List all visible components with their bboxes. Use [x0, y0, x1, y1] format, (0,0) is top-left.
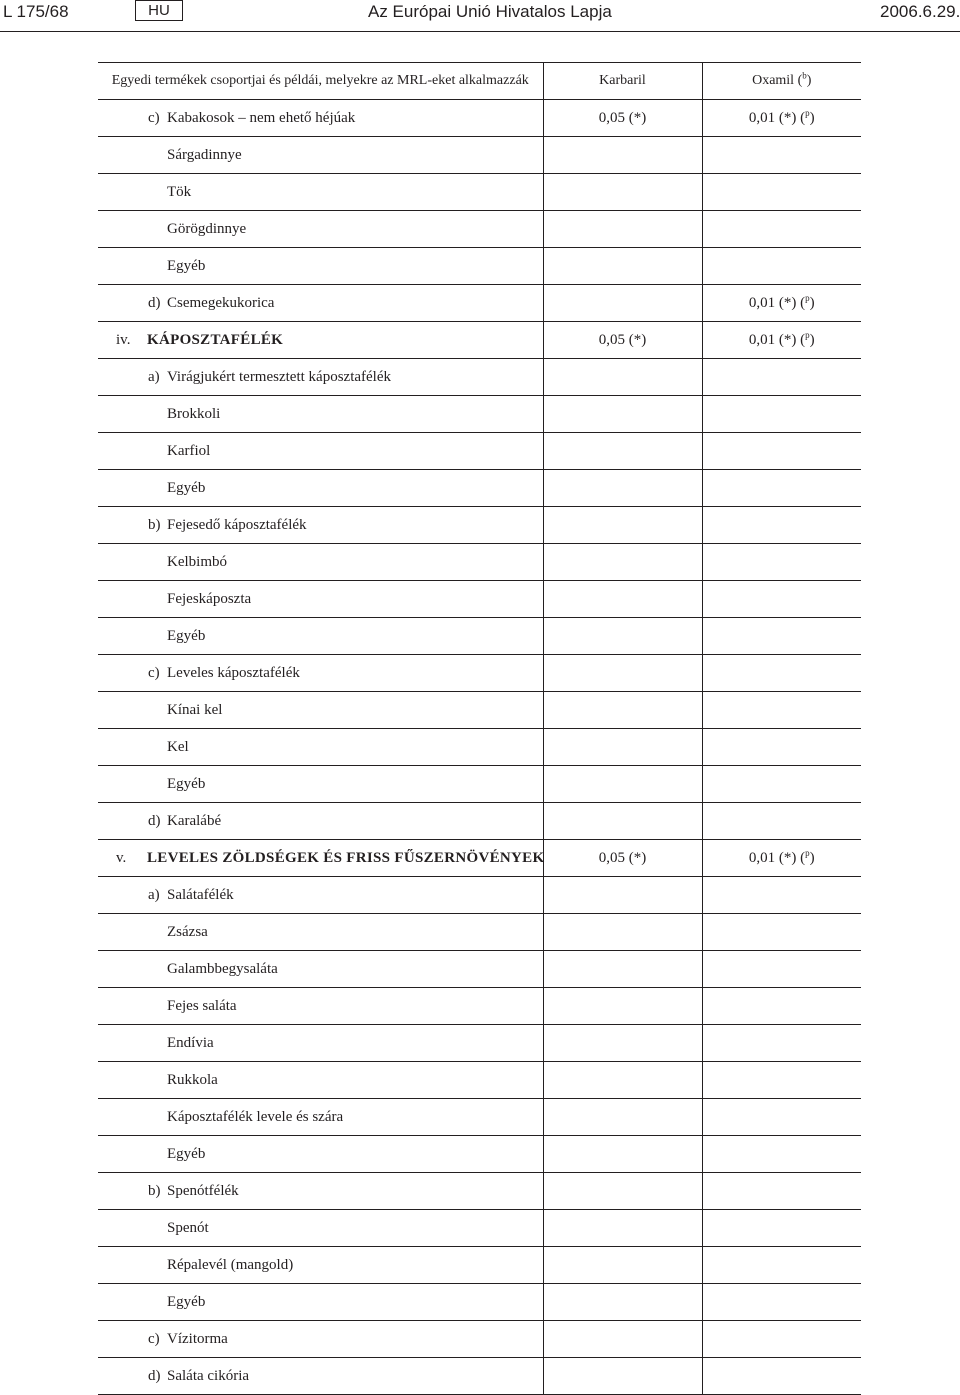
oxamil-value — [702, 507, 861, 544]
product-cell — [98, 359, 543, 396]
product-label: Spenót — [167, 1219, 209, 1236]
product-label: Kínai kel — [167, 701, 223, 718]
oxamil-value — [702, 1210, 861, 1247]
karbaril-value: 0,05 (*) — [543, 322, 702, 359]
oxamil-value-footnote: p — [805, 329, 810, 340]
product-cell — [98, 1321, 543, 1358]
table-row — [98, 507, 861, 544]
oxamil-value — [702, 1173, 861, 1210]
product-label: Rukkola — [167, 1071, 218, 1088]
product-cell — [98, 988, 543, 1025]
table-row — [98, 729, 861, 766]
karbaril-value — [543, 470, 702, 507]
karbaril-value — [543, 803, 702, 840]
page-header — [0, 0, 960, 32]
group-label: LEVELES ZÖLDSÉGEK ÉS FRISS FŰSZERNÖVÉNYEK — [147, 849, 545, 866]
product-label: Kel — [167, 738, 189, 755]
table-row — [98, 396, 861, 433]
karbaril-value — [543, 248, 702, 285]
oxamil-value — [702, 1136, 861, 1173]
subgroup-label: Vízitorma — [167, 1330, 228, 1347]
subgroup-letter: c) — [148, 664, 160, 681]
product-cell — [98, 766, 543, 803]
table-row — [98, 1173, 861, 1210]
subgroup-letter: a) — [148, 368, 160, 385]
oxamil-value — [702, 322, 861, 359]
table-row — [98, 470, 861, 507]
subgroup-letter: d) — [148, 812, 161, 829]
oxamil-value — [702, 1284, 861, 1321]
product-cell — [98, 285, 543, 322]
oxamil-value — [702, 877, 861, 914]
journal-title: Az Európai Unió Hivatalos Lapja — [368, 2, 612, 21]
table-row — [98, 840, 861, 877]
product-cell — [98, 1099, 543, 1136]
karbaril-value — [543, 1358, 702, 1395]
oxamil-value-end: ) — [809, 849, 815, 866]
product-label: Egyéb — [167, 257, 206, 274]
karbaril-value — [543, 211, 702, 248]
product-cell — [98, 803, 543, 840]
karbaril-value — [543, 1284, 702, 1321]
table-row — [98, 1284, 861, 1321]
oxamil-value — [702, 766, 861, 803]
table-row — [98, 137, 861, 174]
oxamil-value — [702, 248, 861, 285]
oxamil-header-footnote: b — [802, 70, 807, 81]
product-label: Sárgadinnye — [167, 146, 242, 163]
subgroup-letter: d) — [148, 1367, 161, 1384]
table-row — [98, 1358, 861, 1395]
oxamil-value — [702, 1321, 861, 1358]
table-row — [98, 1136, 861, 1173]
group-number: iv. — [116, 331, 131, 348]
karbaril-value — [543, 544, 702, 581]
oxamil-value-text: 0,01 (*) ( — [748, 849, 806, 866]
product-cell — [98, 544, 543, 581]
product-cell — [98, 1173, 543, 1210]
product-cell — [98, 174, 543, 211]
table-row — [98, 211, 861, 248]
product-cell — [98, 618, 543, 655]
karbaril-value — [543, 1210, 702, 1247]
product-cell — [98, 433, 543, 470]
subgroup-letter: b) — [148, 1182, 161, 1199]
oxamil-value — [702, 1025, 861, 1062]
product-label: Egyéb — [167, 775, 206, 792]
table-row — [98, 1025, 861, 1062]
product-cell — [98, 396, 543, 433]
karbaril-value — [543, 396, 702, 433]
karbaril-value — [543, 433, 702, 470]
product-label: Brokkoli — [167, 405, 221, 422]
oxamil-value — [702, 137, 861, 174]
oxamil-value — [702, 618, 861, 655]
product-cell — [98, 1358, 543, 1395]
subgroup-label: Karalábé — [167, 812, 222, 829]
oxamil-value-text: 0,01 (*) ( — [748, 331, 806, 348]
karbaril-value — [543, 692, 702, 729]
subgroup-letter: d) — [148, 294, 161, 311]
product-cell — [98, 322, 543, 359]
product-cell — [98, 840, 543, 877]
table-row — [98, 1321, 861, 1358]
oxamil-value — [702, 433, 861, 470]
subgroup-label: Salátafélék — [167, 886, 234, 903]
oxamil-value-text: 0,01 (*) ( — [748, 109, 806, 126]
product-cell — [98, 1247, 543, 1284]
column-header-karbaril: Karbaril — [543, 63, 702, 100]
product-label: Kelbimbó — [167, 553, 227, 570]
product-cell — [98, 470, 543, 507]
oxamil-value — [702, 211, 861, 248]
karbaril-value: 0,05 (*) — [543, 840, 702, 877]
product-label: Káposztafélék levele és szára — [167, 1108, 344, 1125]
subgroup-label: Kabakosok – nem ehető héjúak — [167, 109, 356, 126]
oxamil-header-text: Oxamil ( — [752, 73, 803, 88]
karbaril-value — [543, 1173, 702, 1210]
table-row — [98, 803, 861, 840]
language-badge: HU — [135, 0, 183, 21]
table-row — [98, 100, 861, 137]
table-row — [98, 618, 861, 655]
karbaril-value — [543, 988, 702, 1025]
product-cell — [98, 248, 543, 285]
table-row — [98, 692, 861, 729]
product-cell — [98, 1284, 543, 1321]
table-row — [98, 359, 861, 396]
karbaril-value — [543, 1321, 702, 1358]
karbaril-value — [543, 581, 702, 618]
oxamil-value — [702, 581, 861, 618]
karbaril-value — [543, 1136, 702, 1173]
product-label: Egyéb — [167, 627, 206, 644]
karbaril-value: 0,05 (*) — [543, 100, 702, 137]
column-header-products: Egyedi termékek csoportjai és példái, melyekre az MRL-eket alkalmazzák — [98, 63, 543, 100]
subgroup-label: Leveles káposztafélék — [167, 664, 300, 681]
product-cell — [98, 137, 543, 174]
karbaril-value — [543, 618, 702, 655]
karbaril-value — [543, 951, 702, 988]
product-cell — [98, 1062, 543, 1099]
karbaril-value — [543, 877, 702, 914]
product-cell — [98, 100, 543, 137]
karbaril-value — [543, 507, 702, 544]
table-row — [98, 988, 861, 1025]
karbaril-value — [543, 285, 702, 322]
oxamil-value-footnote: p — [805, 847, 810, 858]
karbaril-value — [543, 729, 702, 766]
oxamil-value-footnote: p — [805, 107, 810, 118]
publication-date: 2006.6.29. — [880, 2, 960, 21]
karbaril-value — [543, 766, 702, 803]
oxamil-value — [702, 914, 861, 951]
oxamil-value — [702, 840, 861, 877]
oxamil-value-text: 0,01 (*) ( — [748, 294, 806, 311]
table-row — [98, 1062, 861, 1099]
product-label: Karfiol — [167, 442, 211, 459]
karbaril-value — [543, 174, 702, 211]
oxamil-value — [702, 1358, 861, 1395]
subgroup-label: Fejesedő káposztafélék — [167, 516, 307, 533]
product-cell — [98, 951, 543, 988]
product-label: Egyéb — [167, 1145, 206, 1162]
table-row — [98, 877, 861, 914]
oxamil-value — [702, 1062, 861, 1099]
oxamil-value — [702, 951, 861, 988]
product-label: Zsázsa — [167, 923, 208, 940]
oxamil-value — [702, 729, 861, 766]
subgroup-letter: c) — [148, 109, 160, 126]
oxamil-value — [702, 655, 861, 692]
oxamil-value — [702, 692, 861, 729]
karbaril-value — [543, 655, 702, 692]
karbaril-value — [543, 137, 702, 174]
oxamil-value — [702, 174, 861, 211]
oxamil-header-end: ) — [806, 73, 812, 88]
table-row — [98, 285, 861, 322]
subgroup-label: Csemegekukorica — [167, 294, 275, 311]
table-row — [98, 1210, 861, 1247]
oxamil-value-end: ) — [809, 331, 815, 348]
product-label: Tök — [167, 183, 192, 200]
oxamil-value — [702, 988, 861, 1025]
product-label: Fejeskáposzta — [167, 590, 252, 607]
table-header-row — [98, 63, 861, 100]
subgroup-letter: c) — [148, 1330, 160, 1347]
karbaril-value — [543, 1062, 702, 1099]
mrl-table — [98, 62, 861, 1395]
table-row — [98, 914, 861, 951]
subgroup-label: Spenótfélék — [167, 1182, 239, 1199]
product-label: Egyéb — [167, 1293, 206, 1310]
table-row — [98, 248, 861, 285]
oxamil-value — [702, 285, 861, 322]
product-cell — [98, 1136, 543, 1173]
product-label: Görögdinnye — [167, 220, 247, 237]
product-label: Egyéb — [167, 479, 206, 496]
subgroup-label: Saláta cikória — [167, 1367, 250, 1384]
oxamil-value — [702, 1247, 861, 1284]
table-row — [98, 951, 861, 988]
subgroup-letter: b) — [148, 516, 161, 533]
oxamil-value — [702, 544, 861, 581]
table-row — [98, 655, 861, 692]
product-cell — [98, 211, 543, 248]
product-label: Galambbegysaláta — [167, 960, 278, 977]
product-cell — [98, 729, 543, 766]
karbaril-value — [543, 1025, 702, 1062]
table-row — [98, 581, 861, 618]
karbaril-value — [543, 914, 702, 951]
product-cell — [98, 1210, 543, 1247]
group-number: v. — [116, 849, 127, 866]
karbaril-value — [543, 1247, 702, 1284]
oxamil-value — [702, 470, 861, 507]
product-cell — [98, 507, 543, 544]
karbaril-value — [543, 359, 702, 396]
table-row — [98, 174, 861, 211]
oxamil-value — [702, 1099, 861, 1136]
oxamil-value — [702, 100, 861, 137]
oxamil-value — [702, 803, 861, 840]
product-cell — [98, 1025, 543, 1062]
table-row — [98, 766, 861, 803]
column-header-oxamil — [702, 63, 861, 100]
table-row — [98, 433, 861, 470]
product-label: Endívia — [167, 1034, 214, 1051]
product-cell — [98, 655, 543, 692]
product-cell — [98, 914, 543, 951]
oxamil-value — [702, 359, 861, 396]
table-row — [98, 544, 861, 581]
oxamil-value — [702, 396, 861, 433]
subgroup-letter: a) — [148, 886, 160, 903]
table-row — [98, 1247, 861, 1284]
oxamil-value-end: ) — [809, 294, 815, 311]
page-number: L 175/68 — [3, 2, 69, 21]
product-cell — [98, 581, 543, 618]
group-label: KÁPOSZTAFÉLÉK — [147, 331, 284, 348]
subgroup-label: Virágjukért termesztett káposztafélék — [167, 368, 391, 385]
oxamil-value-footnote: p — [805, 292, 810, 303]
product-cell — [98, 877, 543, 914]
table-row — [98, 1099, 861, 1136]
oxamil-value-end: ) — [809, 109, 815, 126]
table-row — [98, 322, 861, 359]
karbaril-value — [543, 1099, 702, 1136]
product-cell — [98, 692, 543, 729]
product-label: Répalevél (mangold) — [167, 1256, 294, 1273]
product-label: Fejes saláta — [167, 997, 237, 1014]
